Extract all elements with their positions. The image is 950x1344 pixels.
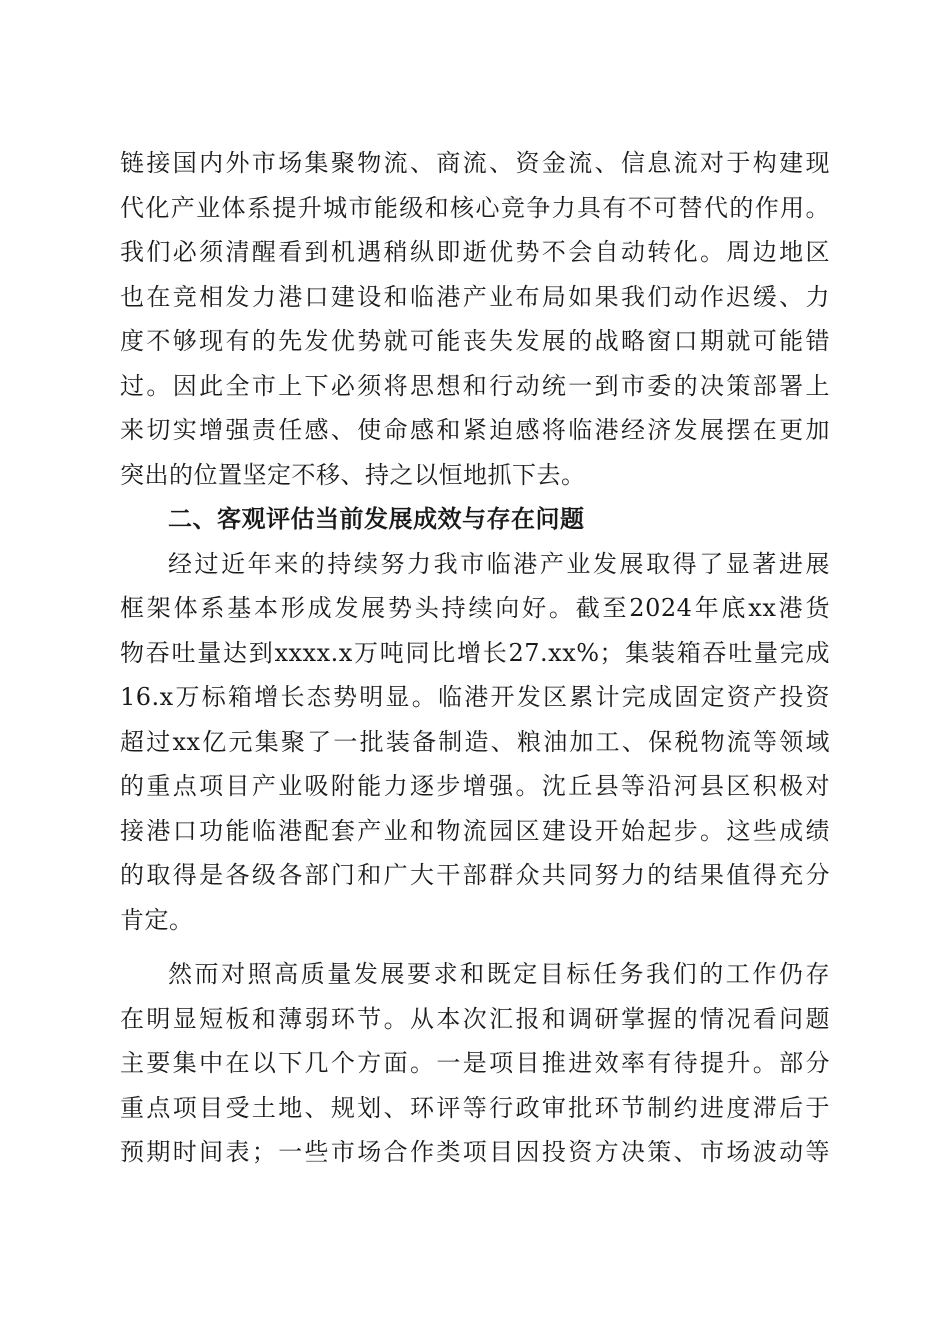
paragraph-3 — [120, 952, 830, 1175]
text-line: 在明显短板和薄弱环节。从本次汇报和调研掌握的情况看问题 — [120, 1004, 830, 1033]
text-line: 重点项目受土地、规划、环评等行政审批环节制约进度滞后于 — [120, 1093, 830, 1122]
text-line: 框架体系基本形成发展势头持续向好。截至2024年底xx港货 — [120, 594, 830, 622]
text-line: 的重点项目产业吸附能力逐步增强。沈丘县等沿河县区积极对 — [120, 772, 830, 800]
paragraph-1 — [120, 141, 830, 497]
text-line: 度不够现有的先发优势就可能丧失发展的战略窗口期就可能错 — [120, 327, 830, 355]
paragraph-gap — [120, 942, 830, 952]
text-line: 超过xx亿元集聚了一批装备制造、粮油加工、保税物流等领域 — [120, 727, 830, 756]
text-line: 过。因此全市上下必须将思想和行动统一到市委的决策部署上 — [120, 371, 830, 400]
section-heading: 二、客观评估当前发展成效与存在问题 — [168, 505, 585, 533]
text-line: 来切实增强责任感、使命感和紧迫感将临港经济发展摆在更加 — [120, 416, 830, 444]
text-line: 我们必须清醒看到机遇稍纵即逝优势不会自动转化。周边地区 — [120, 238, 830, 266]
document-body — [120, 141, 830, 1175]
text-line: 的取得是各级各部门和广大干部群众共同努力的结果值得充分 — [120, 861, 830, 889]
text-line: 然而对照高质量发展要求和既定目标任务我们的工作仍存 — [168, 960, 830, 988]
paragraph-2 — [120, 542, 830, 943]
text-line: 也在竞相发力港口建设和临港产业布局如果我们动作迟缓、力 — [120, 282, 830, 311]
text-line: 肯定。 — [120, 905, 194, 934]
text-line: 代化产业体系提升城市能级和核心竞争力具有不可替代的作用。 — [120, 193, 830, 222]
text-line: 16.x万标箱增长态势明显。临港开发区累计完成固定资产投资 — [120, 683, 830, 711]
text-line: 链接国内外市场集聚物流、商流、资金流、信息流对于构建现 — [120, 149, 830, 177]
text-line: 预期时间表；一些市场合作类项目因投资方决策、市场波动等 — [120, 1138, 830, 1166]
text-line: 经过近年来的持续努力我市临港产业发展取得了显著进展 — [168, 549, 830, 578]
text-line: 突出的位置坚定不移、持之以恒地抓下去。 — [120, 460, 586, 489]
text-line: 接港口功能临港配套产业和物流园区建设开始起步。这些成绩 — [120, 816, 830, 845]
text-line: 主要集中在以下几个方面。一是项目推进效率有待提升。部分 — [120, 1049, 830, 1077]
text-line: 物吞吐量达到xxxx.x万吨同比增长27.xx%；集装箱吞吐量完成 — [120, 638, 830, 667]
